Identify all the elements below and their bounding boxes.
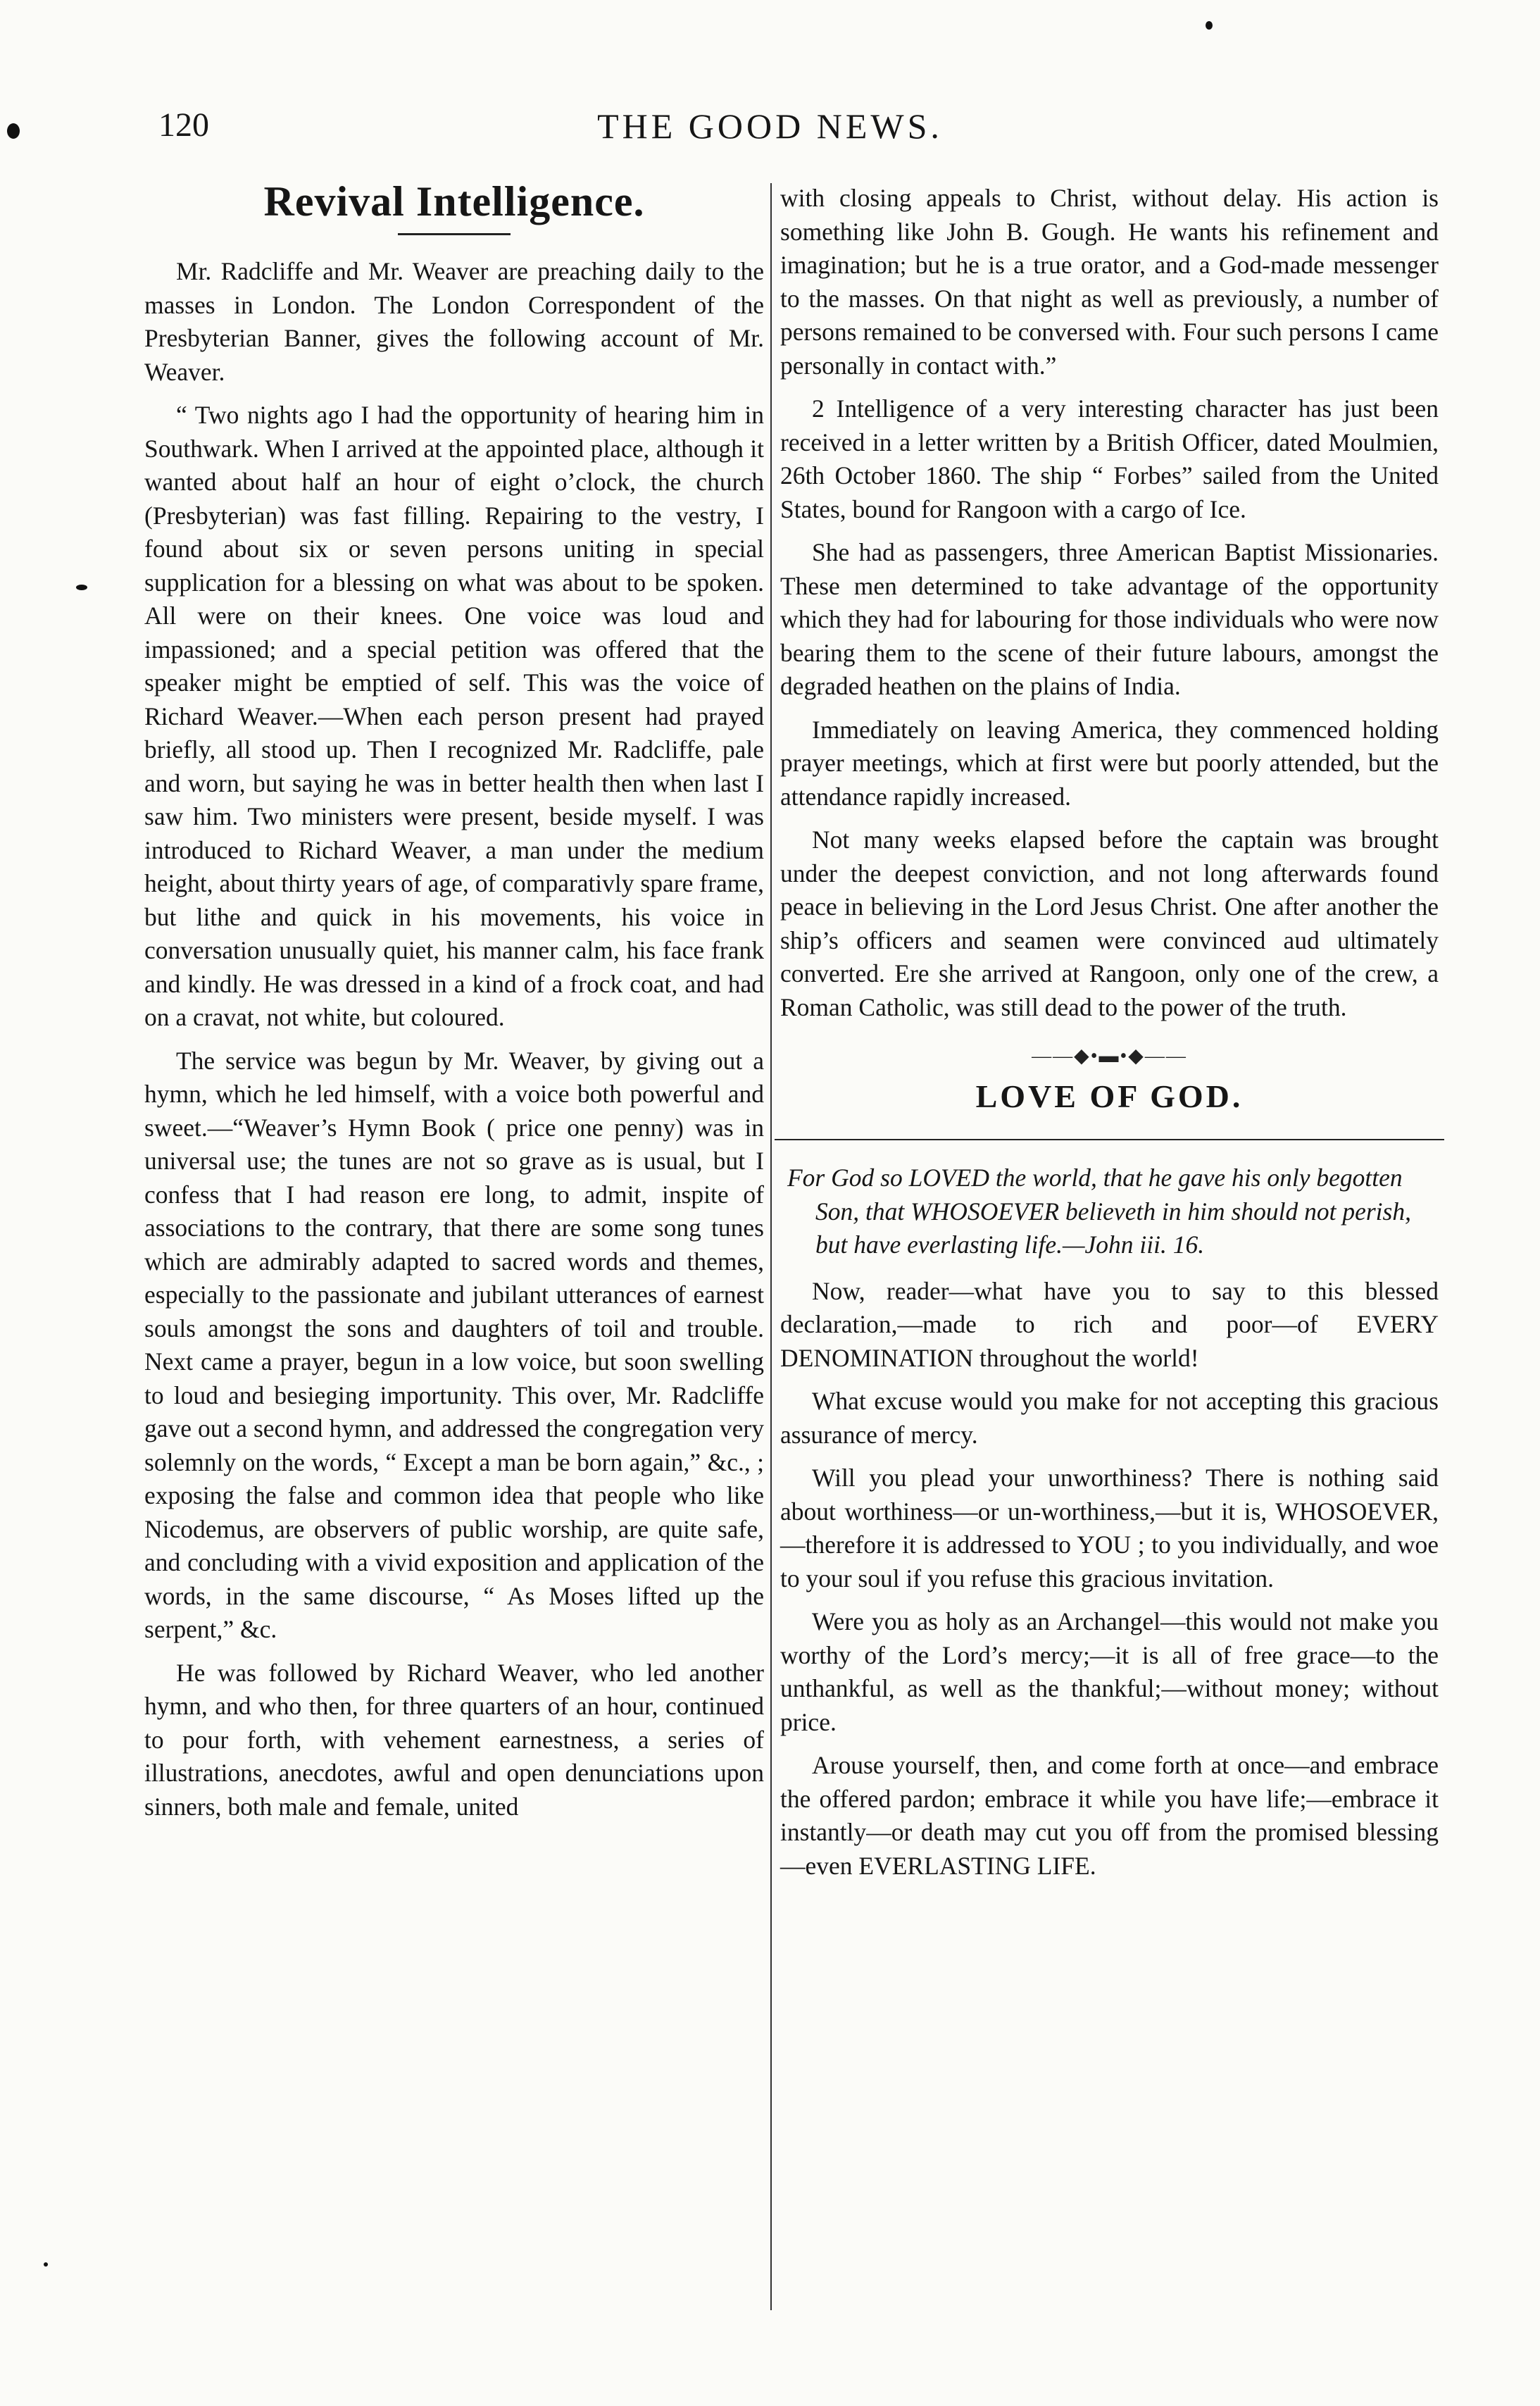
article-paragraph: Were you as holy as an Archangel—this would not make you worthy of the Lord’s mercy;—it is all of free grace—to the unthankful, as well as the thankful;—without money; without price. [780, 1607, 1439, 1736]
column-divider [770, 183, 772, 2310]
left-column [144, 177, 764, 1833]
section-title: Revival Intelligence. [263, 178, 645, 225]
article-paragraph: Now, reader—what have you to say to this blessed declaration,—made to rich and poor—of EVERY DENOMINATION throughout the world! [780, 1276, 1439, 1372]
print-speck [44, 2262, 48, 2267]
article-paragraph: Will you plead your unworthiness? There is nothing said about worthiness—or un-worthiness,—but it is, WHOSOEVER,—therefore it is addressed to YOU ; to you individually, and woe to your soul if you refuse this gracious invitation. [780, 1464, 1439, 1592]
article-paragraph: Arouse yourself, then, and come forth at once—and embrace the offered pardon; embrace it while you have life;—embrace it instantly—or death may cut you off from the promised blessing—even EVERLASTING LIFE. [780, 1751, 1439, 1880]
running-title: THE GOOD NEWS. [597, 106, 943, 146]
section-rule [775, 1139, 1444, 1140]
print-speck [76, 585, 87, 590]
right-column [780, 182, 1439, 1893]
print-speck [1206, 21, 1213, 30]
article-paragraph: Mr. Radcliffe and Mr. Weaver are preaching daily to the masses in London. The London Correspondent of the Presbyterian Banner, gives the following account of Mr. Weaver. [144, 257, 764, 386]
page-number: 120 [158, 106, 209, 144]
article-paragraph: He was followed by Richard Weaver, who led another hymn, and who then, for three quarters of an hour, continued to pour forth, with vehement earnestness, a series of illustrations, anecdotes, awful and open denunciations upon sinners, both male and female, united [144, 1658, 764, 1821]
article-paragraph: The service was begun by Mr. Weaver, by giving out a hymn, which he led himself, with a voice both powerful and sweet.—“Weaver’s Hymn Book ( price one penny) was in universal use; the tunes are not so grave as is usual, but I confess that I had reason ere long, to admit, inspite of associations to the contrary, that there are some song tunes which are admirably adapted to sacred words and themes, especially to the passionate and jubilant utterances of earnest souls amongst the sons and daughters of toil and trouble. Next came a prayer, begun in a low voice, but soon swelling to loud and besieging importunity. This over, Mr. Radcliffe gave out a second hymn, and addressed the congregation very solemnly on the words, “ Except a man be born again,” &c., ; exposing the false and common idea that people who like Nicodemus, are observers of public worship, are quite safe, and concluding with a vivid exposition and application of the words, in the same discourse, “ As Moses lifted up the serpent,” &c. [144, 1046, 764, 1643]
article-paragraph: She had as passengers, three American Baptist Missionaries. These men determined to take advantage of the opportunity which they had for labouring for those individuals who were now bearing them to the scene of their future labours, amongst the degraded heathen on the plains of India. [780, 538, 1439, 700]
scripture-verse: For God so LOVED the world, that he gave his only begotten Son, that WHOSOEVER believeth in him should not perish, but have everlasting life.—John iii. 16. [787, 1164, 1411, 1259]
title-underline [398, 233, 511, 235]
section-title: LOVE OF GOD. [975, 1078, 1244, 1114]
article-paragraph: What excuse would you make for not accepting this gracious assurance of mercy. [780, 1387, 1439, 1449]
article-paragraph: “ Two nights ago I had the opportunity of hearing him in Southwark. When I arrived at the appointed place, although it wanted about half an hour of eight o’clock, the church (Presbyterian) was fast filling. Repairing to the vestry, I found about six or seven persons uniting in special supplication for a blessing on what was about to be spoken. All were on their knees. One voice was loud and impassioned; and a special petition was offered that the speaker might be emptied of self. This was the voice of Richard Weaver.—When each person present had prayed briefly, all stood up. Then I recognized Mr. Radcliffe, pale and worn, but saying he was in better health then when last I saw him. Two ministers were present, beside myself. I was introduced to Richard Weaver, a man under the medium height, about thirty years of age, of comparativly spare frame, but lithe and quick in his movements, his voice in conversation unusually quiet, his manner calm, his face frank and kindly. He was dressed in a kind of a frock coat, and had on a cravat, not white, but coloured. [144, 401, 764, 1031]
article-paragraph: Immediately on leaving America, they commenced holding prayer meetings, which at first were but poorly attended, but the attendance rapidly increased. [780, 715, 1439, 811]
print-speck [7, 123, 20, 139]
article-paragraph: Not many weeks elapsed before the captain was brought under the deepest conviction, and not long afterwards found peace in believing in the Lord Jesus Christ. One after another the ship’s officers and seamen were convinced aud ultimately converted. Ere she arrived at Rangoon, only one of the crew, a Roman Catholic, was still dead to the power of the truth. [780, 825, 1439, 1021]
ornamental-divider: ——◆•▬•◆—— [1032, 1045, 1187, 1067]
article-continuation: with closing appeals to Christ, without delay. His action is something like John B. Gough. He wants his refinement and imagination; but he is a true orator, and a God-made messenger to the masses. On that night as well as previously, a number of persons remained to be conversed with. Four such persons I came personally in contact with.” [780, 184, 1439, 380]
article-paragraph: 2 Intelligence of a very interesting character has just been received in a letter written by a British Officer, dated Moulmien, 26th October 1860. The ship “ Forbes” sailed from the United States, bound for Rangoon with a cargo of Ice. [780, 394, 1439, 523]
